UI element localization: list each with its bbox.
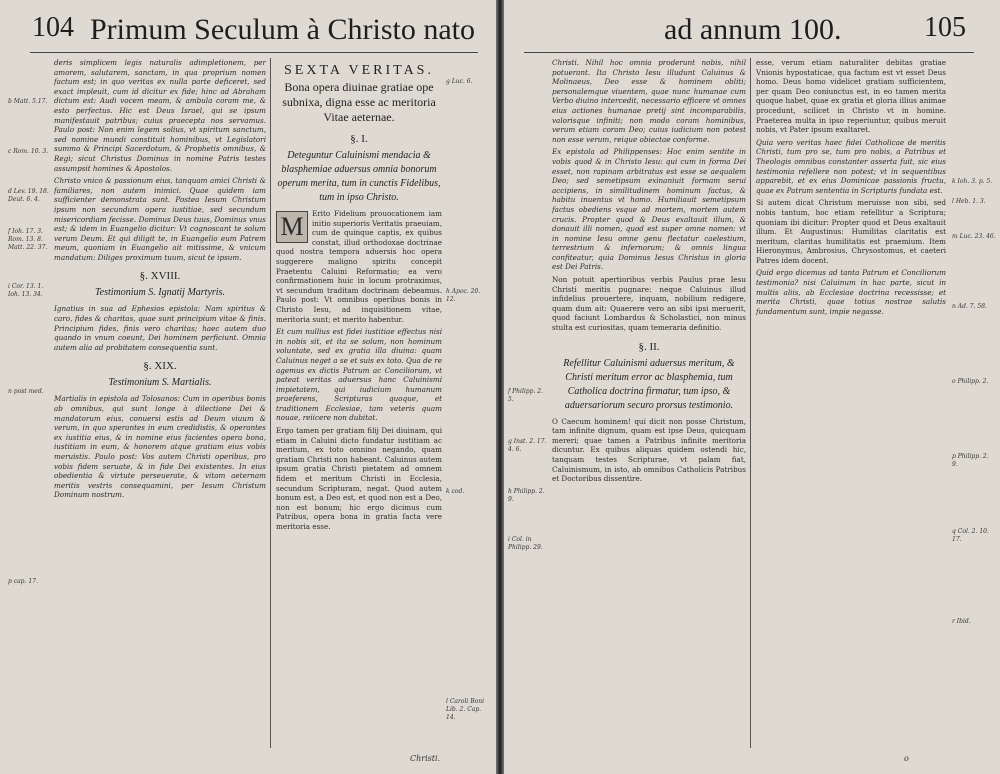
margin-note: o Philipp. 2. — [952, 378, 989, 385]
section-number: §. XIX. — [143, 360, 177, 373]
margin-note: r Ibid. — [952, 618, 971, 625]
section-number: §. II. — [638, 340, 660, 353]
veritas-subtitle: Bona opera diuinae gratiae ope subnixa, digna esse ac meritoria Vitae aeternae. — [282, 80, 436, 124]
book-gutter — [496, 0, 504, 774]
body-paragraph: Et cum nullius est fidei iustitiae effectus nisi in nobis sit, et ita se solum, non hominum voluntate, sed ex gratia illa diuina: quam Caluinus neget a se et suis ex toto. Qua de re agemus ex dictis Patrum ac Conciliorum, vt pateat veritas aduersus hanc Caluinismi impietatem, qui iudicium humanum praeferens, Scripturas quoque, et traditionem Ecclesiae, tam veteris quam nouae, reiicere non dubitat. — [276, 327, 442, 423]
margin-note: f Philipp. 2. 5. — [508, 388, 544, 403]
right-inner-margin-notes — [508, 58, 548, 748]
margin-note: g Inst. 2. 17. 4. 6. — [508, 438, 547, 453]
body-paragraph: Quia vero veritas haec fidei Catholicae de meritis Christi, tum pro se, tum pro nobis, a Patribus et Theologis omnibus constanter asserta fuit, sic eius testimonia refellere non potest; vt in sequentibus apparebit, et ex eius Dominicae passionis fructu, quae ex Patrum sententia in Scripturis fundata est. — [756, 137, 946, 195]
margin-note: c Rom. 10. 3. — [8, 148, 49, 155]
right-page — [504, 0, 1000, 774]
margin-note: h Philipp. 2. 9. — [508, 488, 545, 503]
body-paragraph: Si autem dicat Christum meruisse non sibi, sed nobis tantum, hoc etiam refellitur a Scriptura; quoniam ibi dicitur: Propter quod et Deus exaltauit illum. Et Augustinus: Humilitas claritatis est meritum, claritas humilitatis est praemium. Item Hieronymus, Ambrosius, Chrysostomus, et caeteri Patres idem docent. — [756, 198, 946, 265]
right-outer-margin-notes — [952, 58, 996, 748]
body-paragraph: Non potuit apertioribus verbis Paulus prae Iesu Christi meritis pugnare: neque Caluinus illud infidelius prouertere, inquam, nobilium redigere, quam dum ait: Quaerere vero an sibi ipsi meruerit, quod faciunt Lombardus & Scholastici, non minus stulta est curiositas, quam temeraria definitio. — [552, 275, 746, 333]
margin-note: i Cor. 13. 1. Ioh. 13. 34. — [8, 283, 44, 298]
left-column-2 — [276, 58, 442, 748]
margin-note: k cod. — [446, 488, 465, 495]
margin-note: q Col. 2. 10. 17. — [952, 528, 989, 543]
margin-note: g Luc. 6. — [446, 78, 473, 85]
margin-note: d Lev. 19. 18. Deut. 6. 4. — [8, 188, 49, 203]
margin-note: h Apoc. 20. 12. — [446, 288, 481, 303]
margin-note: i Col. in Philipp. 29. — [508, 536, 543, 551]
right-column-2 — [756, 58, 946, 748]
body-paragraph: Ex epistola ad Philippenses: Hoc enim sentite in vobis quod & in Christo Iesu: qui cum in forma Dei esset, non rapinam arbitratus est esse se aequalem Deo; sed semetipsum exinaniuit formam serui accipiens, in similitudinem hominum factus, & habitu inuentus vt homo. Humiliauit semetipsum factus obediens vsque ad mortem, mortem autem crucis. Propter quod & Deus exaltauit illum, & donauit illi nomen, quod est super omne nomen: vt in nomine Iesu omne genu flectatur caelestium, terrestrium & infernorum; & omnis lingua confiteatur, quia Dominus Iesus Christus in gloria est Dei Patris. — [552, 147, 746, 272]
body-paragraph: O Caecum hominem! qui dicit non posse Christum, tam infinite dignum, quam est ipse Deus, quicquam mereri; quae tamen a Patribus infinite meritoria dicuntur. Ex quibus aliquas quidem ostendi hic, tanquam testes Scripturae, vt palam fiat, Caluinismum, in isto, ab omnibus Catholicis Patribus et Doctoribus dissentire. — [552, 416, 746, 484]
body-paragraph: Christi. Nihil hoc omnia proderunt nobis, nihil potuerant. Ita Christo Iesu illudunt Caluinus & Molinaeus, Deo esse & hominem obliti; personalemque viuentem, quae nunc humanae cum Verbo diuino intercedit, necessario efficere vt omnes eius actiones humanae pretij sint incomparabilis, valorisque infiniti; non modo coram hominibus, verum etiam coram Deo; cuius iudicium non potest non esse verum, reique obiectae conforme. — [552, 58, 746, 144]
body-paragraph — [276, 209, 442, 324]
catchword: o — [904, 754, 909, 763]
left-running-head: Primum Seculum à Christo nato — [90, 13, 475, 46]
section-title: Deteguntur Caluinismi mendacia & blasphemiae aduersus omnia bonorum operum merita, tum in cunctis Fidelibus, tum in ipso Christo. — [277, 150, 441, 203]
body-text: Erito Fidelium prouocationem iam initio superioris Veritatis praeuiam, cum de quinque captis, ex quibus constat, illud orthodoxae doctrinae quod nostra tempora aduersis hoc opera suggerere maligno spiritu concepit Praetentu Caluini Reformatio; ea vero confirmationem huic in locum protraximus, vt secundum traditam doctrinam debeamus. Paulo post: Vt omnibus operibus bonis in Christo Iesu, ad inquisitionem vitae, meritoria sunt; et merito habentur. — [276, 209, 442, 324]
right-page-number: 105 — [924, 12, 966, 43]
right-column-1 — [552, 58, 746, 748]
left-outer-margin-notes — [8, 58, 52, 748]
right-head-rule — [524, 52, 974, 53]
margin-note: l Heb. 1. 3. — [952, 198, 986, 205]
body-paragraph: Christo vnico & passionum eius, tanquam amici Christi & familiares, non autem inimici. Quae quidem iam sufficienter demonstrata sunt. Postea Iesum Christum ipsum non secundum opera iustitiae, sed secundum misericordiam fecisse. Dominus Deus tuus, Dominus vnus est; & idem in Euangelio dicitur: Vt cognoscant te solum verum Deum. Et qui diligit te, in Euangelio eum Patrem meum, quoniam in Euangelio ait mitissime, & vnicum mandatum: Diliges proximum tuum, sicut te ipsum. — [54, 176, 266, 262]
margin-note: b Matt. 5.17. — [8, 98, 48, 105]
body-paragraph: Ergo tamen per gratiam filij Dei diuinam, qui etiam in Caluini dicto fundatur iustitiam ac meritum, ex toto omnino negando, quam gratiam Christi non habeant. Caluinus autem ipsum gratia Christi pietatem ad omnem fidem et meritum Christi in Ecclesia, secundum Scripturam, negat. Quod autem bonum est, a Deo est, et quod non est a Deo, non est bonum; hic ergo dicimus cum Patribus, opera bona in gratia facta vere meritoria esse. — [276, 426, 442, 531]
right-running-head: ad annum 100. — [664, 13, 842, 46]
margin-note: l Caroli Boni Lib. 2. Cap. 14. — [446, 698, 485, 721]
body-paragraph: esse, verum etiam naturaliter debitas gratiae Vnionis hypostaticae, qua factum est vt esset Deus homo. Deus homo videlicet gratiam sufficientem, per quam Deo coniunctus est, in eo tamen merita quoque habet, quae ex gratia et gloria illius animae procedunt, scilicet in Christo vt in homine. Praeterea multa in ipso reperiuntur, quibus meruit nobis, vt Pater ipsum exaltaret. — [756, 58, 946, 135]
left-column-1 — [54, 58, 266, 748]
catchword: Christi. — [410, 754, 441, 763]
margin-note: n post med. — [8, 388, 44, 395]
left-page-number: 104 — [32, 12, 74, 43]
section-title: Testimonium S. Ignatij Martyris. — [95, 287, 225, 299]
section-title: Testimonium S. Martialis. — [108, 377, 212, 389]
body-paragraph: deris simplicem legis naturalis adimpletionem, per amorem, salutarem, sanctam, in qua proprium nomen factum est; in quo veritas ex nulla parte deficeret, sed exact impleuit, cum id dicitur ex fide; hinc ad Abraham dictum est: Audi vocem meam, & ambula coram me, & esto perfectus. Hic est Deus Israel, qui se ipsum manifestauit patribus; cuius praecepta nos servamus. Paulo post: Non enim legem solius, vt spiritum sanctum, sed nomine mundi constituit hominibus, vt Legislatori summo & Principi Sacerdotum, & Prophetis omnibus, & Regi; sicut Christus Dominus in nomine Patris testes assumpsit homines & Apostolos. — [54, 58, 266, 173]
left-inner-margin-notes — [446, 58, 490, 748]
margin-note: p cap. 17. — [8, 578, 38, 585]
body-paragraph: Quid ergo dicemus ad tanta Patrum et Conciliorum testimonia? nisi Caluinum in hac parte, sicut in multis aliis, ab Ecclesiae doctrina recessisse; et merita Christi, quae totius nostrae salutis fundamentum sunt, impie negasse. — [756, 268, 946, 316]
section-number: §. XVIII. — [139, 270, 181, 283]
margin-note: p Philipp. 2. 9. — [952, 453, 989, 468]
section-number: §. I. — [350, 133, 368, 145]
body-paragraph: Ignatius in sua ad Ephesios epistola: Nam spiritus & caro, fides & charitas, quae sunt principium vitae & finis. Principium fides, finis vero charitas; haec autem duo quando in vnum coeunt, Dei hominem perficiunt. Omnia autem alia ad probitatem consequentia sunt. — [54, 304, 266, 352]
right-column-divider — [750, 58, 751, 748]
margin-note: m Luc. 23. 46. — [952, 233, 996, 240]
left-head-rule — [30, 52, 478, 53]
margin-note: f Ioh. 17. 3. Rom. 13. 8. Matt. 22. 37. — [8, 228, 48, 251]
drop-capital: M — [276, 211, 308, 243]
section-title: Refellitur Caluinismi aduersus meritum, & Christi meritum error ac blasphemia, tum Catholica doctrina firmatur, tum ipso, & aduersariorum securo prorsus testimonio. — [563, 357, 735, 411]
left-column-divider — [270, 58, 271, 748]
body-paragraph: Martialis in epistola ad Tolosanos: Cum in operibus bonis ab omnibus, qui sunt longe à dilectione Dei & mandatorum eius, conuersi estis ad Deum viuum & verum, in quo sperantes in eum credidistis, & operantes ex iustitia eius, & in nomine eius facientes opera bona, iustitiam in eum, & honorem atque gratiam eius vobis meruistis. Paulo post: Vos autem Christi operibus, pro vobis fidem seruate, & in fide Dei existentes. In eius obedientia & virtute perseuerate, & vitam aeternam meritis vestris consequamini, per Iesum Christum Dominum nostrum. — [54, 394, 266, 500]
margin-note: n Ad. 7. 58. — [952, 303, 987, 310]
margin-note: k Ioh. 3. p. 5. — [952, 178, 993, 185]
left-page — [0, 0, 496, 774]
veritas-title: SEXTA VERITAS. — [284, 63, 434, 78]
